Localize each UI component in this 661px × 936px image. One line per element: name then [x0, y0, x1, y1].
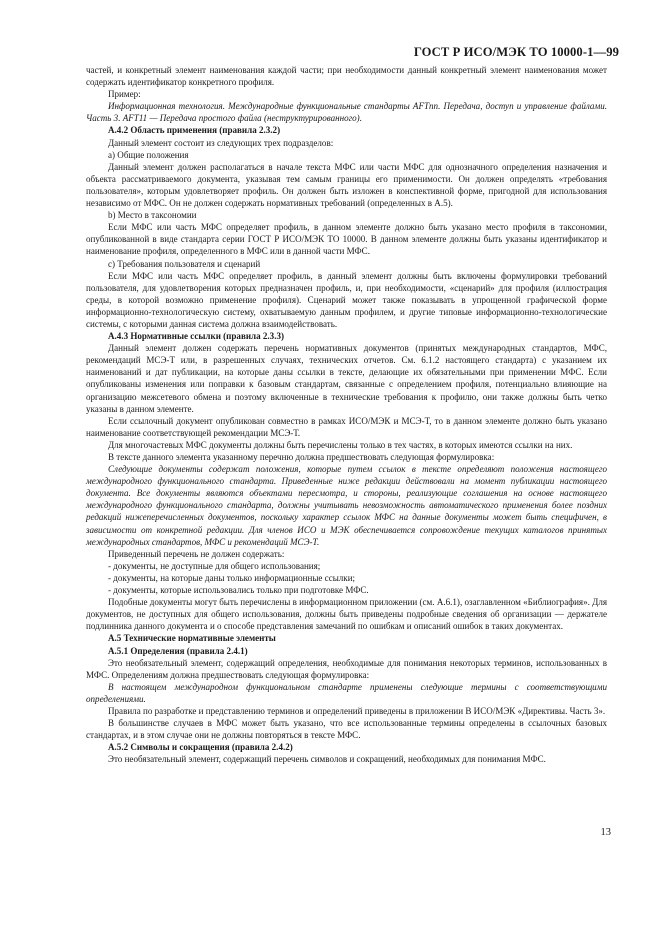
body-paragraph: Для многочастевых МФС документы должны быть перечислены только в тех частях, в которых имеются ссылки на них.: [108, 439, 573, 450]
page-header-title: ГОСТ Р ИСО/МЭК ТО 10000-1—99: [413, 45, 619, 59]
continuation-paragraph: частей, и конкретный элемент наименования каждой части; при необходимости данный конкретный элемент наименования может содержать идентификатор конкретного профиля.: [86, 65, 607, 88]
section-heading: А.5.2 Символы и сокращения (правила 2.4.2): [108, 742, 293, 753]
quoted-formulation: Следующие документы содержат положения, которые путем ссылок в тексте определяют положения настоящего международного функционального стандарта. Приведенные ниже редакции действовали на момент публикации настоящего документа. Все документы являются объектами пересмотра, и стороны, реализующие соглашения на основе настоящего международного функционального стандарта, должны учитывать невозможность автоматического применения более поздних редакций нижеперечисленных документов, поскольку характер ссылок МФС на данные документы может быть специфичен, в зависимости от конкретной редакции. Для членов ИСО и МЭК обеспечивается сопровождение текущих каталогов принятых международных стандартов, МФС и рекомендаций МСЭ-Т.: [86, 464, 607, 547]
page-number: 13: [600, 827, 611, 838]
body-paragraph: Это необязательный элемент, содержащий определения, необходимые для понимания некоторых терминов, использованных в МФС. Определениям должна предшествовать следующая формулировка:: [86, 657, 607, 680]
body-paragraph: Данный элемент состоит из следующих трех подразделов:: [108, 137, 334, 148]
body-paragraph: Правила по разработке и представлению терминов и определений приведены в приложении В ИСО/МЭК «Директивы. Часть 3».: [108, 705, 606, 716]
document-body: [86, 64, 607, 765]
quoted-formulation: В настоящем международном функциональном стандарте применены следующие термины с соответствующими определениями.: [86, 681, 607, 704]
body-paragraph: Пример:: [108, 89, 141, 100]
body-paragraph: Приведенный перечень не должен содержать:: [108, 548, 285, 559]
body-paragraph: Это необязательный элемент, содержащий перечень символов и сокращений, необходимых для понимания МФС.: [108, 754, 546, 765]
section-heading: А.4.3 Нормативные ссылки (правила 2.3.3): [108, 331, 285, 342]
body-paragraph: Данный элемент должен располагаться в начале текста МФС или части МФС для однозначного определения назначения и объекта рассматриваемого документа, указывая тем самым границы его применимости. Он должен определять «требования пользователя», которым удовлетворяет профиль. Он должен быть изложен в конспективной форме, пригодной для использования независимо от МФС. Он не должен содержать нормативных требований (определенных в А.5).: [86, 161, 607, 209]
body-paragraph: Если МФС или часть МФС определяет профиль, в данном элементе должно быть указано место профиля в таксономии, опубликованной в виде стандарта серии ГОСТ Р ИСО/МЭК ТО 10000. В данном элементе должны быть указаны идентификатор и наименование профиля, определенного в МФС или в данной части МФС.: [86, 222, 607, 257]
body-paragraph: - документы, на которые даны только информационные ссылки;: [108, 572, 356, 583]
section-heading: А.5.1 Определения (правила 2.4.1): [108, 645, 248, 656]
section-heading: А.4.2 Область применения (правила 2.3.2): [108, 125, 281, 136]
body-paragraph: b) Место в таксономии: [108, 210, 197, 221]
body-paragraph: В тексте данного элемента указанному перечню должна предшествовать следующая формулировка:: [108, 452, 495, 462]
quoted-formulation: Информационная технология. Международные функциональные стандарты AFTnn. Передача, доступ и управление файлами. Часть 3. AFT11 — Передача простого файла (неструктурированного).: [86, 101, 607, 124]
body-paragraph: Подобные документы могут быть перечислены в информационном приложении (см. А.6.1), озаглавленном «Библиография». Для документов, не доступных для общего использования, должны быть приведены подробные сведения об организации — держателе подлинника данного документа и о способе представления замечаний по ошибкам и описаний ошибок в таких документах.: [86, 597, 607, 632]
body-paragraph: - документы, которые использовались только при подготовке МФС.: [108, 585, 369, 596]
body-paragraph: В большинстве случаев в МФС может быть указано, что все использованные термины определены в ссылочных базовых стандартах, и в этом случае они не должны повторяться в тексте МФС.: [86, 718, 607, 741]
body-paragraph: Если МФС или часть МФС определяет профиль, в данный элемент должны быть включены формулировки требований пользователя, для удовлетворения которых предназначен профиль, и, при необходимости, «сценарий» для профиля (иллюстрация среды, в которой возможно применение профиля). Сценарий может также показывать в упрощенной графической форме информационно-технологическую систему, охватываемую данным профилем, и другие типовые информационно-технологические системы, с которыми данная система должна взаимодействовать.: [86, 270, 607, 329]
body-paragraph: Если ссылочный документ опубликован совместно в рамках ИСО/МЭК и МСЭ-Т, то в данном элементе должно быть указано наименование соответствующей рекомендации МСЭ-Т.: [86, 415, 607, 438]
body-paragraph: - документы, не доступные для общего использования;: [108, 560, 321, 571]
body-paragraph: c) Требования пользователя и сценарий: [108, 258, 261, 269]
body-paragraph: Данный элемент должен содержать перечень нормативных документов (принятых международных стандартов, МФС, рекомендаций МСЭ-Т или, в разрешенных случаях, технических отчетов. См. 6.1.2 настоящего стандарта) с указанием их наименований и дат публикации, на которые даны ссылки в тексте, делающие их обязательными при применении МФС. Если опубликованы изменения или поправки к базовым стандартам, связанные с определением профиля, потенциально влияющие на организацию межсетевого обмена и поэтому включенные в технические требования к профилю, они также должны быть четко указаны в данном элементе.: [86, 343, 607, 414]
body-paragraph: a) Общие положения: [108, 149, 189, 160]
section-heading: А.5 Технические нормативные элементы: [108, 633, 276, 644]
